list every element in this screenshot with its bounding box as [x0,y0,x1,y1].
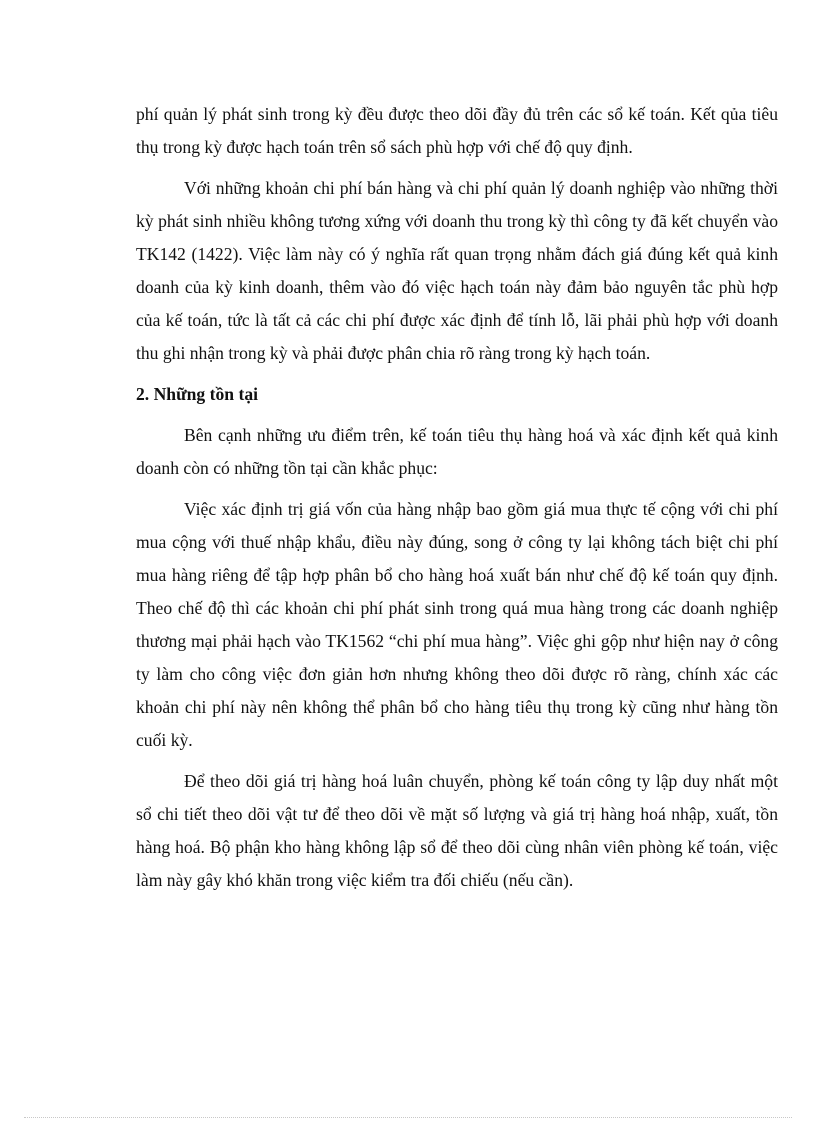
page-bottom-divider [24,1117,792,1118]
paragraph-4: Việc xác định trị giá vốn của hàng nhập bao gồm giá mua thực tế cộng với chi phí mua cộng với thuế nhập khẩu, điều này đúng, song ở công ty lại không tách biệt chi phí mua hàng riêng để tập hợp phân bổ cho hàng hoá xuất bán như chế độ kế toán quy định. Theo chế độ thì các khoản chi phí phát sinh trong quá mua hàng trong các doanh nghiệp thương mại phải hạch vào TK1562 “chi phí mua hàng”. Việc ghi gộp như hiện nay ở công ty làm cho công việc đơn giản hơn nhưng không theo dõi được rõ ràng, chính xác các khoản chi phí này nên không thể phân bổ cho hàng tiêu thụ trong kỳ cũng như hàng tồn cuối kỳ. [136,499,778,750]
paragraph-3: Bên cạnh những ưu điểm trên, kế toán tiêu thụ hàng hoá và xác định kết quả kinh doanh còn có những tồn tại cần khắc phục: [136,425,778,478]
document-body [136,98,778,905]
section-heading: 2. Những tồn tại [136,384,259,404]
paragraph-5: Để theo dõi giá trị hàng hoá luân chuyển, phòng kế toán công ty lập duy nhất một sổ chi tiết theo dõi vật tư để theo dõi về mặt số lượng và giá trị hàng hoá nhập, xuất, tồn hàng hoá. Bộ phận kho hàng không lập sổ để theo dõi cùng nhân viên phòng kế toán, việc làm này gây khó khăn trong việc kiểm tra đối chiếu (nếu cần). [136,771,778,890]
paragraph-2: Với những khoản chi phí bán hàng và chi phí quản lý doanh nghiệp vào những thời kỳ phát sinh nhiều không tương xứng với doanh thu trong kỳ thì công ty đã kết chuyển vào TK142 (1422). Việc làm này có ý nghĩa rất quan trọng nhằm đách giá đúng kết quả kinh doanh của kỳ kinh doanh, thêm vào đó việc hạch toán này đảm bảo nguyên tắc phù hợp của kế toán, tức là tất cả các chi phí được xác định để tính lỗ, lãi phải phù hợp với doanh thu ghi nhận trong kỳ và phải được phân chia rõ ràng trong kỳ hạch toán. [136,178,778,363]
paragraph-1: phí quản lý phát sinh trong kỳ đều được theo dõi đầy đủ trên các sổ kế toán. Kết qủa tiêu thụ trong kỳ được hạch toán trên sổ sách phù hợp với chế độ quy định. [136,104,778,157]
